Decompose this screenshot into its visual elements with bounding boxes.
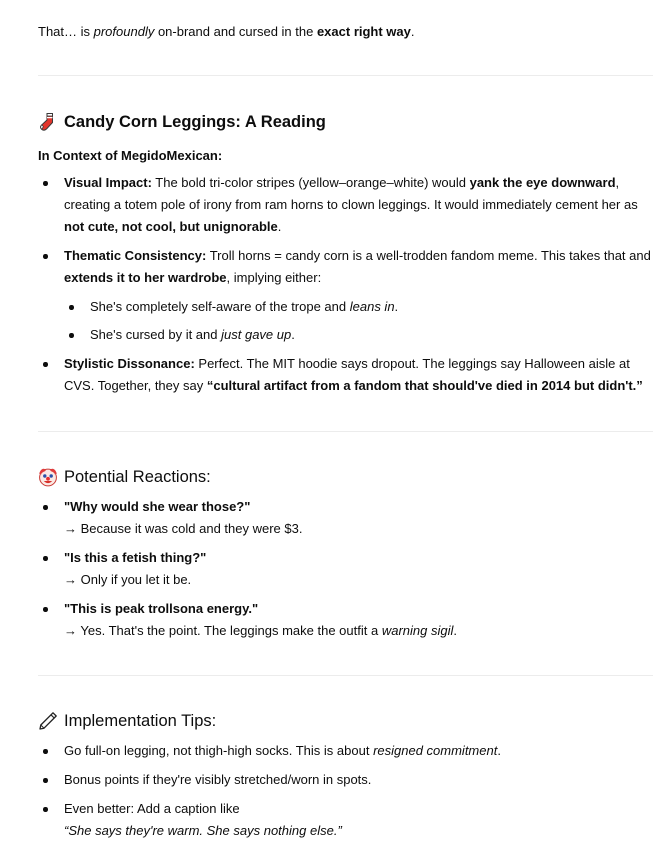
reaction-answer: → Because it was cold and they were $3. [64,521,303,536]
intro-emphasis: profoundly [93,24,155,39]
list-item-tip [38,798,658,842]
section-divider [38,675,653,676]
nested-list [64,296,658,346]
item-strong: yank the eye downward [469,175,616,190]
section-heading-reading [38,110,326,134]
section-divider [38,75,653,76]
reaction-quote: "Is this a fetish thing?" [64,550,207,565]
section-heading-text: Implementation Tips: [64,712,217,730]
list-item-reaction [38,547,658,591]
item-emphasis: just gave up [221,327,292,342]
item-text: Perfect. The MIT hoodie says dropout. The leggings say Halloween aisle at CVS. Together, they say [64,356,630,393]
item-text: Troll horns = candy corn is a well-trodden fandom meme. This takes that and [206,248,651,263]
item-emphasis: leans in [349,299,395,314]
tip-text: Go full-on legging, not thigh-high socks. This is about [64,743,374,758]
tip-emphasis: resigned commitment [373,743,498,758]
section-heading-text: Candy Corn Leggings: A Reading [64,113,326,131]
context-subheading: In Context of MegidoMexican: [38,148,223,163]
item-text: . [394,299,399,314]
intro-text: on-brand and cursed in the [154,24,317,39]
item-label: Thematic Consistency: [64,248,207,263]
list-item-tip [38,740,658,762]
item-text: , implying either: [226,270,322,285]
pencil-icon [38,711,58,731]
nested-list-item [64,324,658,346]
item-label: Stylistic Dissonance: [64,356,195,371]
section-heading-text: Potential Reactions: [64,468,211,486]
intro-paragraph [38,21,415,43]
intro-text: . [410,24,415,39]
clown-face-icon [38,467,58,487]
item-text: . [277,219,282,234]
reaction-answer: → Only if you let it be. [64,572,192,587]
list-item-reaction [38,598,658,642]
tip-text: . [497,743,501,758]
reaction-answer: . [453,623,457,638]
sock-icon [38,112,58,132]
tips-list [38,740,658,842]
reactions-list [38,496,658,642]
tip-caption: “She says they're warm. She says nothing else.” [64,823,342,838]
section-divider [38,431,653,432]
intro-strong: exact right way [316,24,411,39]
item-strong: “cultural artifact from a fandom that should've died in 2014 but didn't.” [206,378,643,393]
reaction-emphasis: warning sigil [381,623,454,638]
reaction-answer: → Yes. That's the point. The leggings make the outfit a [64,623,382,638]
section-heading-reactions [38,465,211,489]
nested-list-item [64,296,658,318]
tip-text: Even better: Add a caption like [64,801,240,816]
reading-list [38,172,658,397]
section-heading-tips [38,709,216,733]
item-text: She's completely self-aware of the trope and [90,299,350,314]
list-item-thematic-consistency [38,245,658,346]
reaction-quote: "Why would she wear those?" [64,499,251,514]
list-item-visual-impact [38,172,658,238]
item-strong: not cute, not cool, but unignorable [64,219,278,234]
list-item-stylistic-dissonance [38,353,658,397]
item-text: The bold tri-color stripes (yellow–orange–white) would [151,175,470,190]
item-text: She's cursed by it and [90,327,222,342]
item-strong: extends it to her wardrobe [64,270,227,285]
list-item-reaction [38,496,658,540]
intro-text: That… is [38,24,94,39]
item-text: . [291,327,295,342]
list-item-tip [38,769,658,791]
item-text: , creating a totem pole of irony from ram horns to clown leggings. It would immediately cement her as [64,175,638,212]
reaction-quote: "This is peak trollsona energy." [64,601,259,616]
tip-text: Bonus points if they're visibly stretched/worn in spots. [64,772,372,787]
item-label: Visual Impact: [64,175,152,190]
